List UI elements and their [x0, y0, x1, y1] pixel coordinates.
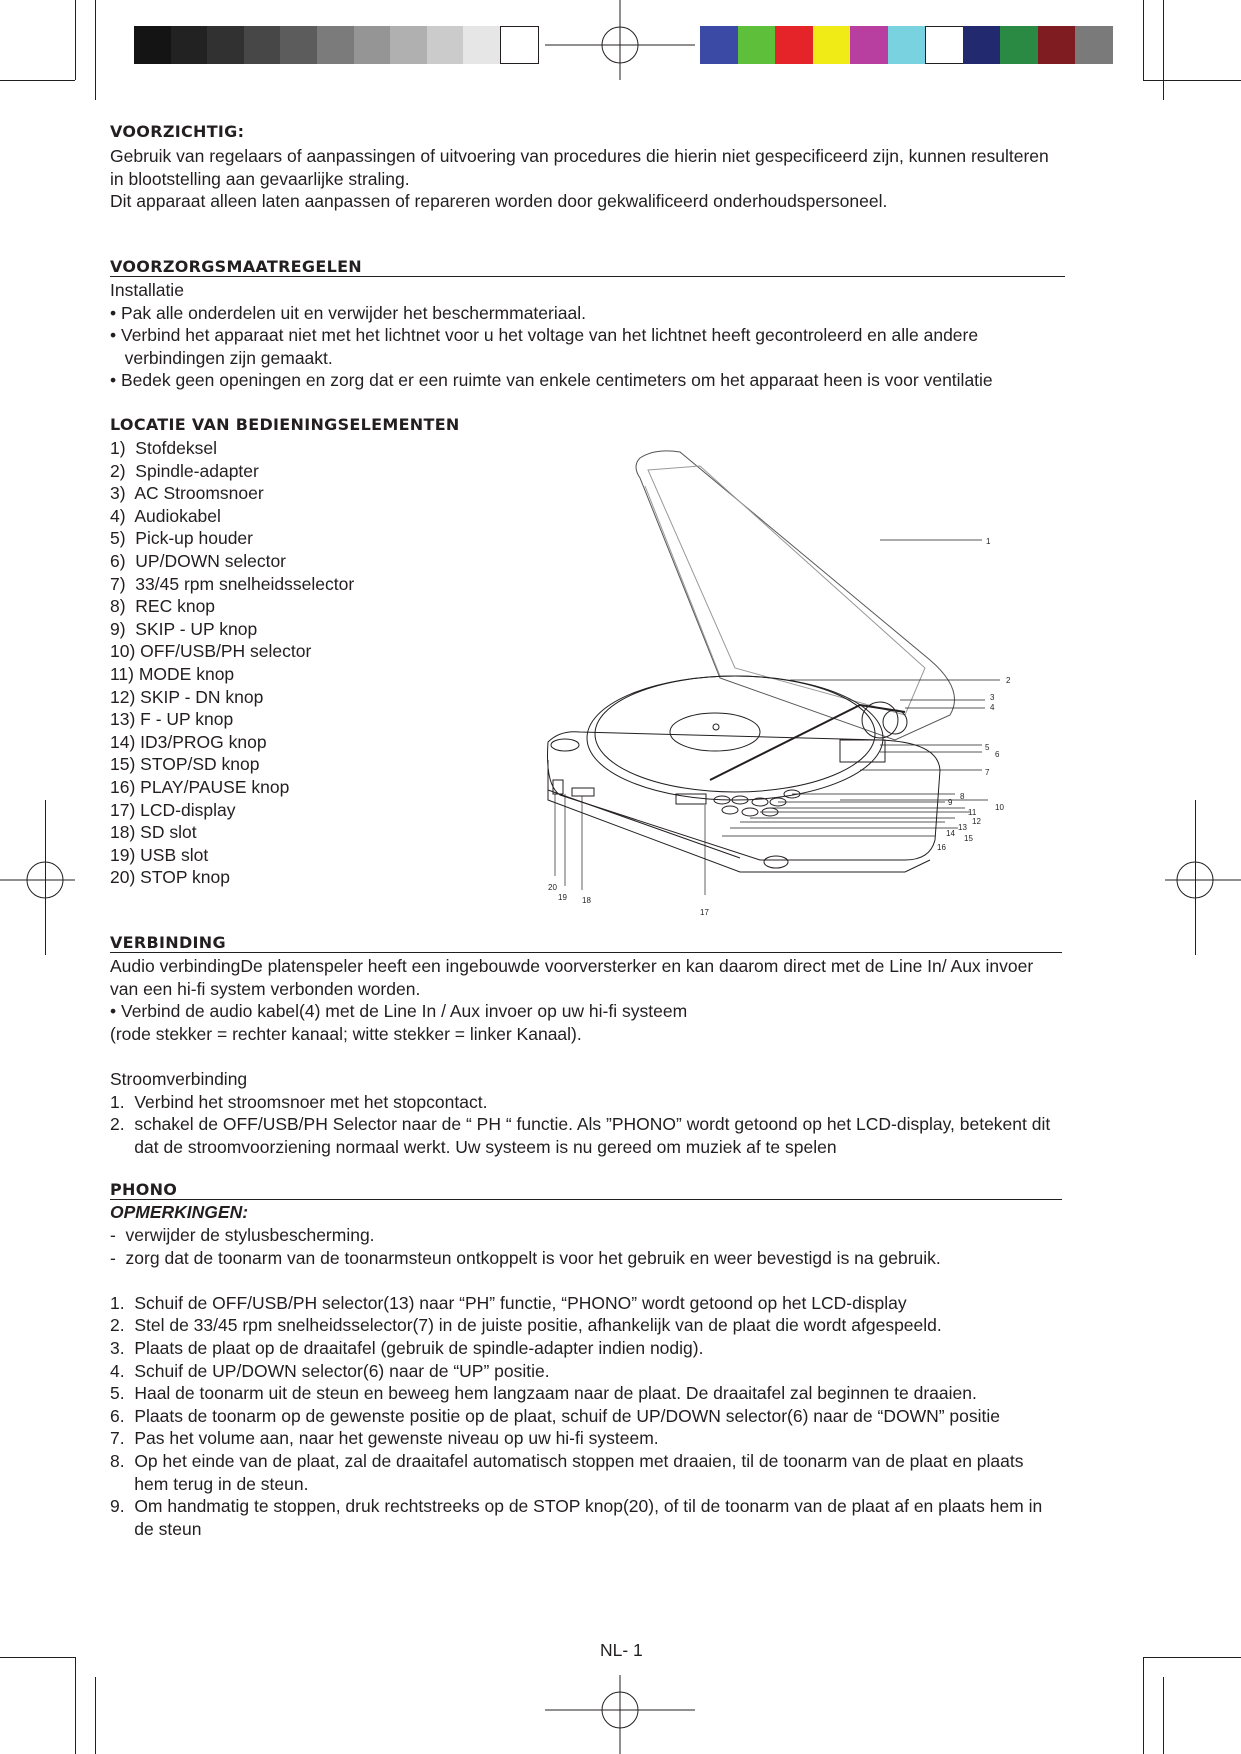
callout-2: 2 [1006, 676, 1011, 685]
controls-list-item: 7) 33/45 rpm snelheidsselector [110, 573, 355, 594]
phono-line: 2. Stel de 33/45 rpm snelheidsselector(7) in de juiste positie, afhankelijk van de plaat die wordt afgespeeld. [110, 1315, 942, 1336]
caution-line: Dit apparaat alleen laten aanpassen of repareren worden door gekwalificeerd onderhoudspersoneel. [110, 191, 888, 212]
connection-line: Stroomverbinding [110, 1068, 248, 1089]
phono-line: 1. Schuif de OFF/USB/PH selector(13) naar “PH” functie, “PHONO” wordt getoond op het LCD-display [110, 1292, 907, 1313]
callout-5: 5 [985, 743, 990, 752]
callout-16: 16 [937, 843, 946, 852]
callout-3: 3 [990, 693, 995, 702]
precautions-line: verbindingen zijn gemaakt. [110, 347, 333, 368]
connection-text [110, 955, 1050, 1158]
phono-heading: PHONO [110, 1180, 1062, 1200]
phono-line: 3. Plaats de plaat op de draaitafel (gebruik de spindle-adapter indien nodig). [110, 1337, 704, 1358]
callout-4: 4 [990, 703, 995, 712]
controls-list-item: 3) AC Stroomsnoer [110, 483, 264, 504]
phono-line: - zorg dat de toonarm van de toonarmsteun ontkoppelt is voor het gebruik en weer bevestigd is na gebruik. [110, 1247, 941, 1268]
connection-line: 2. schakel de OFF/USB/PH Selector naar de “ PH “ functie. Als ”PHONO” wordt getoond op het LCD-display, betekent dit [110, 1114, 1051, 1135]
controls-list-item: 19) USB slot [110, 844, 209, 865]
controls-list-item: 2) Spindle-adapter [110, 460, 259, 481]
callout-7: 7 [985, 768, 990, 777]
connection-line: dat de stroomvoorziening normaal werkt. Uw systeem is nu gereed om muziek af te spelen [110, 1136, 837, 1157]
phono-line: 8. Op het einde van de plaat, zal de draaitafel automatisch stoppen met draaien, til de toonarm van de plaat en plaats [110, 1450, 1024, 1471]
callout-19: 19 [558, 893, 567, 902]
phono-text [110, 1224, 1042, 1540]
controls-list-item: 4) Audiokabel [110, 505, 221, 526]
controls-list [110, 437, 354, 889]
controls-list-item: 15) STOP/SD knop [110, 754, 260, 775]
callout-18: 18 [582, 896, 591, 905]
controls-list-item: 14) ID3/PROG knop [110, 731, 267, 752]
notes-subheading: OPMERKINGEN: [110, 1202, 249, 1222]
controls-list-item: 6) UP/DOWN selector [110, 550, 286, 571]
precautions-heading: VOORZORGSMAATREGELEN [110, 257, 1065, 277]
phono-line: 6. Plaats de toonarm op de gewenste positie op de plaat, schuif de UP/DOWN selector(6) naar de “DOWN” positie [110, 1405, 1001, 1426]
callout-10: 10 [995, 803, 1004, 812]
caution-heading: VOORZICHTIG: [110, 122, 245, 141]
callout-6: 6 [995, 750, 1000, 759]
callout-20: 20 [548, 883, 557, 892]
connection-line: • Verbind de audio kabel(4) met de Line In / Aux invoer op uw hi-fi systeem [110, 1001, 688, 1022]
controls-list-item: 12) SKIP - DN knop [110, 686, 264, 707]
controls-list-item: 8) REC knop [110, 596, 216, 617]
caution-line: Gebruik van regelaars of aanpassingen of uitvoering van procedures die hierin niet gespecificeerd zijn, kunnen resulteren [110, 146, 1049, 166]
callout-1: 1 [986, 537, 991, 546]
precautions-line: Installatie [110, 280, 184, 300]
controls-list-item: 10) OFF/USB/PH selector [110, 641, 312, 662]
controls-list-item: 20) STOP knop [110, 867, 230, 888]
phono-line: hem terug in de steun. [110, 1473, 309, 1494]
callout-12: 12 [972, 817, 981, 826]
callout-15: 15 [964, 834, 973, 843]
controls-list-item: 11) MODE knop [110, 663, 235, 684]
precautions-line: • Bedek geen openingen en zorg dat er een ruimte van enkele centimeters om het apparaat heen is voor ventilatie [110, 370, 993, 391]
controls-list-item: 18) SD slot [110, 822, 197, 843]
phono-line: 4. Schuif de UP/DOWN selector(6) naar de “UP” positie. [110, 1360, 550, 1381]
callout-13: 13 [958, 823, 967, 832]
page-number: NL- 1 [600, 1640, 643, 1660]
connection-line: van een hi-fi system verbonden worden. [110, 978, 421, 999]
precautions-line: • Verbind het apparaat niet met het lichtnet voor u het voltage van het lichtnet heeft gecontroleerd en alle andere [110, 325, 979, 346]
dust-cover [636, 451, 955, 740]
callout-11: 11 [968, 808, 977, 817]
phono-line: 7. Pas het volume aan, naar het gewenste niveau op uw hi-fi systeem. [110, 1428, 659, 1449]
turntable-base [548, 732, 941, 860]
callout-14: 14 [946, 829, 955, 838]
controls-list-item: 13) F - UP knop [110, 709, 234, 730]
phono-line: 5. Haal de toonarm uit de steun en beweeg hem langzaam naar de plaat. De draaitafel zal beginnen te draaien. [110, 1383, 977, 1404]
phono-line: de steun [110, 1518, 202, 1539]
callout-17: 17 [700, 908, 709, 917]
phono-line [110, 1269, 1042, 1292]
phono-line: 9. Om handmatig te stoppen, druk rechtstreeks op de STOP knop(20), of til de toonarm van de plaat af en plaats hem in [110, 1496, 1043, 1517]
controls-list-item: 1) Stofdeksel [110, 438, 217, 458]
phono-line: - verwijder de stylusbescherming. [110, 1225, 375, 1245]
controls-list-item: 5) Pick-up houder [110, 528, 253, 549]
callout-9: 9 [948, 798, 953, 807]
caution-text [110, 145, 1049, 213]
caution-line: in blootstelling aan gevaarlijke straling. [110, 168, 410, 189]
precautions-line: • Pak alle onderdelen uit en verwijder het beschermmateriaal. [110, 302, 586, 323]
controls-list-item: 9) SKIP - UP knop [110, 618, 258, 639]
connection-line [110, 1045, 1050, 1068]
connection-line: (rode stekker = rechter kanaal; witte stekker = linker Kanaal). [110, 1023, 582, 1044]
controls-list-item: 16) PLAY/PAUSE knop [110, 776, 290, 797]
precautions-text [110, 279, 993, 392]
sd-slot [572, 788, 594, 796]
turntable-diagram [530, 440, 1030, 920]
connection-line: Audio verbindingDe platenspeler heeft een ingebouwde voorversterker en kan daarom direct met de Line In/ Aux invoer [110, 956, 1034, 976]
controls-location-heading: LOCATIE VAN BEDIENINGSELEMENTEN [110, 415, 460, 434]
connection-line: 1. Verbind het stroomsnoer met het stopcontact. [110, 1091, 488, 1112]
controls-list-item: 17) LCD-display [110, 799, 236, 820]
connection-heading: VERBINDING [110, 933, 1062, 953]
callout-8: 8 [960, 792, 965, 801]
